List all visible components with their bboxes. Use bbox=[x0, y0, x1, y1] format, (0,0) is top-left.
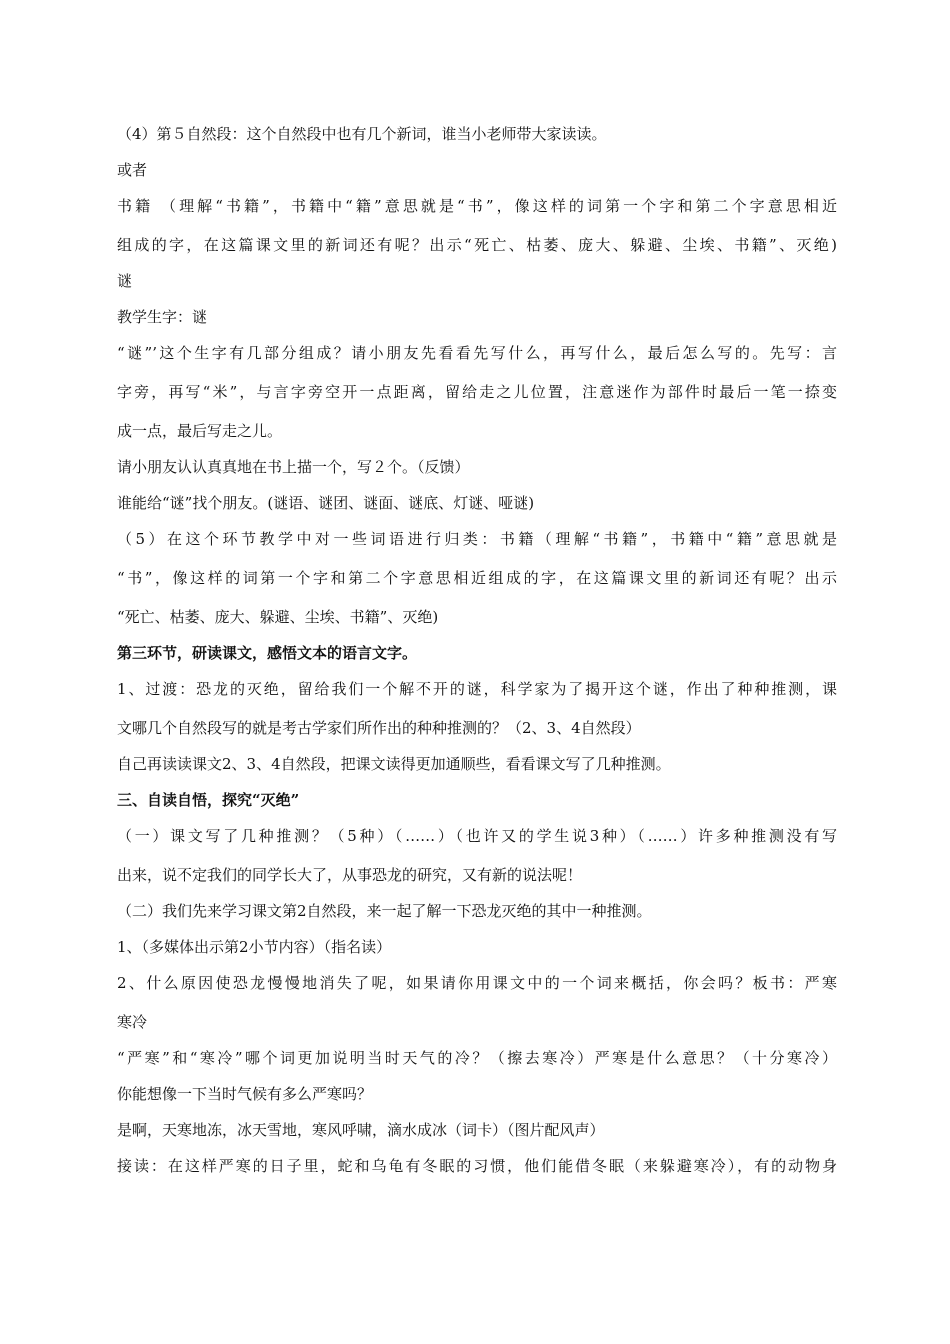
paragraph-line: 谁能给“谜”找个朋友。(谜语、谜团、谜面、谜底、灯谜、哑谜) bbox=[117, 494, 535, 512]
paragraph-line: “严寒”和“寒冷”哪个词更加说明当时天气的冷？（擦去寒冷）严寒是什么意思？（十分寒冷） bbox=[117, 1049, 837, 1067]
paragraph-line: 寒冷 bbox=[117, 1013, 148, 1031]
paragraph-line: 组成的字，在这篇课文里的新词还有呢？出示“死亡、枯萎、庞大、躲避、尘埃、书籍”、灭绝) bbox=[117, 236, 837, 254]
paragraph-line: 谜 bbox=[117, 272, 133, 290]
paragraph-line: 1、（多媒体出示第2小节内容）（指名读） bbox=[117, 938, 392, 956]
paragraph-line: “谜”’这个生字有几部分组成？请小朋友先看看先写什么，再写什么，最后怎么写的。先写：言 bbox=[117, 344, 837, 362]
paragraph-line: （4）第５自然段：这个自然段中也有几个新词，谁当小老师带大家读读。 bbox=[117, 125, 607, 143]
document-body bbox=[117, 123, 837, 1178]
paragraph-line: （5）在这个环节教学中对一些词语进行归类：书籍（理解“书籍”，书籍中“籍”意思就是 bbox=[117, 530, 837, 548]
paragraph-line: 请小朋友认认真真地在书上描一个，写２个。（反馈） bbox=[117, 458, 470, 476]
paragraph-line: 自己再读读课文2、3、4自然段，把课文读得更加通顺些，看看课文写了几种推测。 bbox=[117, 755, 671, 773]
paragraph-line: 或者 bbox=[117, 161, 148, 179]
paragraph-line: 书籍 （理解“书籍”，书籍中“籍”意思就是“书”，像这样的词第一个字和第二个字意思相近 bbox=[117, 197, 837, 215]
section-heading: 第三环节，研读课文，感悟文本的语言文字。 bbox=[117, 644, 418, 662]
paragraph-line: 1、过渡：恐龙的灭绝，留给我们一个解不开的谜，科学家为了揭开这个谜，作出了种种推测，课 bbox=[117, 680, 837, 698]
paragraph-line: 字旁，再写“米”，与言字旁空开一点距离，留给走之儿位置，注意迷作为部件时最后一笔一捺变 bbox=[117, 383, 837, 401]
paragraph-line: 接读：在这样严寒的日子里，蛇和乌龟有冬眠的习惯，他们能借冬眠（来躲避寒冷），有的动物身 bbox=[117, 1157, 837, 1175]
paragraph-line: （一）课文写了几种推测？（5种）（……）（也许又的学生说3种）（……）许多种推测没有写 bbox=[117, 827, 837, 845]
paragraph-line: 出来，说不定我们的同学长大了，从事恐龙的研究，又有新的说法呢！ bbox=[117, 866, 583, 884]
paragraph-line: 教学生字：谜 bbox=[117, 308, 208, 326]
paragraph-line: “书”，像这样的词第一个字和第二个字意思相近组成的字，在这篇课文里的新词还有呢？出示 bbox=[117, 569, 837, 587]
paragraph-line: （二）我们先来学习课文第2自然段，来一起了解一下恐龙灭绝的其中一种推测。 bbox=[117, 902, 652, 920]
paragraph-line: 文哪几个自然段写的就是考古学家们所作出的种种推测的？（2、3、4自然段） bbox=[117, 719, 641, 737]
paragraph-line: 你能想像一下当时气候有多么严寒吗？ bbox=[117, 1085, 373, 1103]
section-heading: 三、自读自悟，探究“灭绝” bbox=[117, 791, 300, 809]
paragraph-line: 是啊，天寒地冻，冰天雪地，寒风呼啸，滴水成冰（词卡）（图片配风声） bbox=[117, 1121, 605, 1139]
paragraph-line: 2、什么原因使恐龙慢慢地消失了呢，如果请你用课文中的一个词来概括，你会吗？板书：严寒 bbox=[117, 974, 837, 992]
paragraph-line: “死亡、枯萎、庞大、躲避、尘埃、书籍”、灭绝) bbox=[117, 608, 439, 626]
paragraph-line: 成一点，最后写走之儿。 bbox=[117, 422, 283, 440]
